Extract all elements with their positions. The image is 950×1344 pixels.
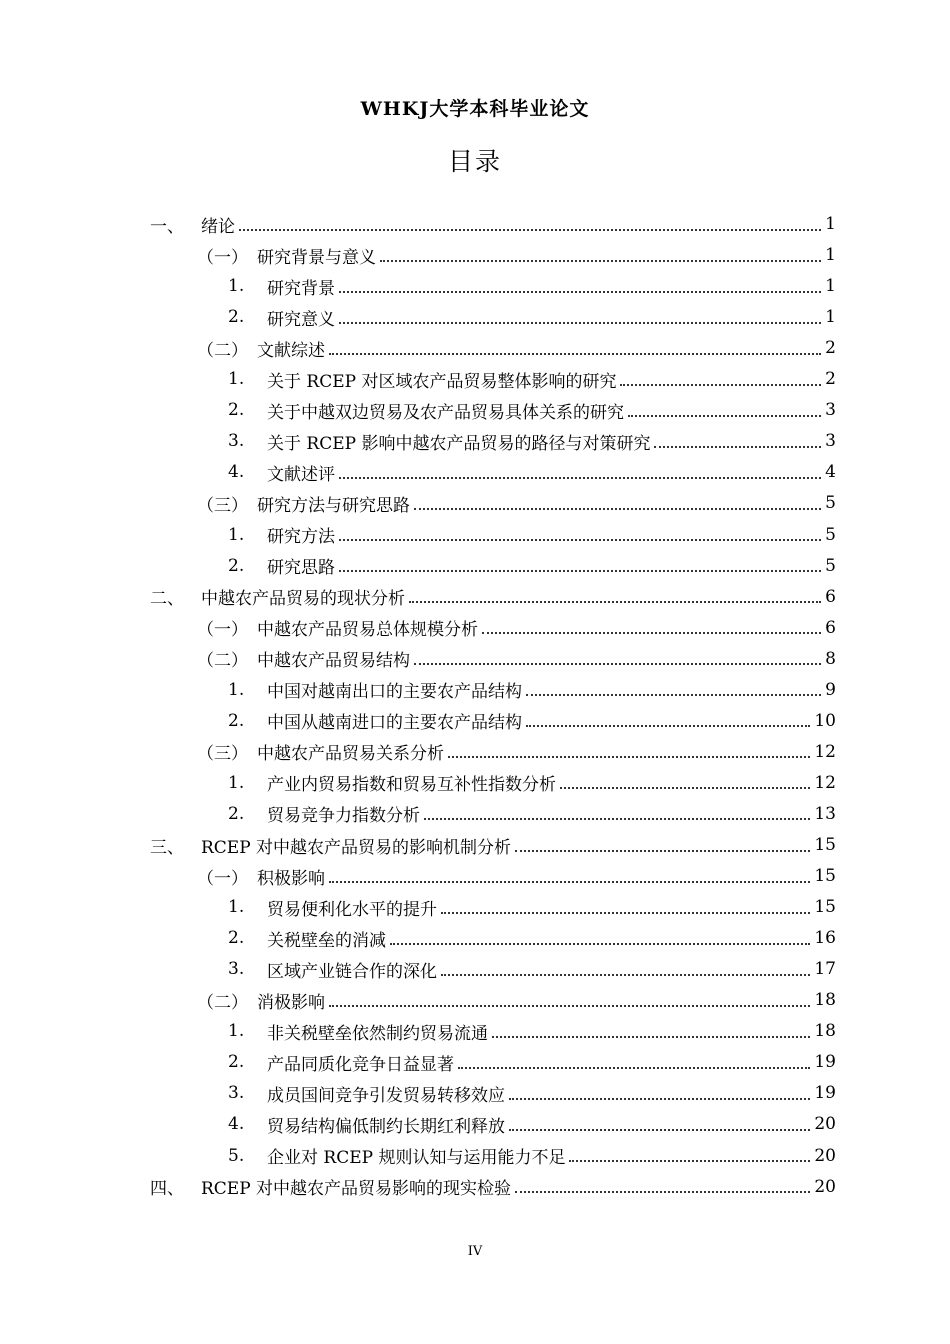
toc-entry-number: 2. xyxy=(228,803,245,824)
dot-leader xyxy=(339,538,821,541)
toc-entry-body xyxy=(257,739,836,764)
toc-entry[interactable] xyxy=(0,1172,950,1202)
toc-entry-body xyxy=(257,615,836,640)
toc-entry-title: 文献述评 xyxy=(267,464,335,485)
toc-entry-number: 3. xyxy=(228,959,245,980)
toc-entry-title: 非关税壁垒依然制约贸易流通 xyxy=(267,1023,488,1044)
toc-entry[interactable] xyxy=(0,333,950,363)
toc-entry[interactable] xyxy=(0,675,950,705)
toc-entry[interactable] xyxy=(0,457,950,487)
toc-entry-page: 6 xyxy=(825,586,836,607)
toc-entry-title: 研究方法 xyxy=(267,527,335,547)
toc-entry-body xyxy=(267,708,836,733)
toc-entry-page: 5 xyxy=(825,524,836,545)
toc-entry[interactable] xyxy=(0,613,950,643)
toc-entry-page: 1 xyxy=(825,307,836,328)
toc-entry-body xyxy=(257,243,836,268)
toc-entry[interactable] xyxy=(0,1016,950,1046)
dot-leader xyxy=(339,321,821,324)
toc-entry-page: 4 xyxy=(825,462,836,483)
toc-entry[interactable] xyxy=(0,582,950,612)
toc-entry-title: 中国从越南进口的主要农产品结构 xyxy=(267,713,522,734)
toc-entry-title: 关于 RCEP 对区域农产品贸易整体影响的研究 xyxy=(267,371,617,392)
toc-entry-page: 5 xyxy=(825,493,836,514)
toc-entry-page: 2 xyxy=(825,369,836,390)
toc-entry-page: 9 xyxy=(825,679,836,700)
toc-entry-number: 1. xyxy=(228,276,245,297)
toc-entry-page: 20 xyxy=(814,1145,836,1166)
toc-entry-body xyxy=(267,895,836,920)
toc-entry-title: RCEP 对中越农产品贸易的影响机制分析 xyxy=(201,837,512,858)
toc-entry-body xyxy=(267,1019,836,1044)
dot-leader xyxy=(482,631,821,634)
toc-entry-number: （一） xyxy=(197,620,248,641)
toc-entry[interactable] xyxy=(0,985,950,1015)
dot-leader xyxy=(458,1066,810,1069)
toc-entry[interactable] xyxy=(0,302,950,332)
toc-entry[interactable] xyxy=(0,706,950,736)
toc-entry-number: 5. xyxy=(228,1145,245,1166)
dot-leader xyxy=(441,911,810,914)
toc-entry[interactable] xyxy=(0,1078,950,1108)
dot-leader xyxy=(329,352,821,355)
toc-entry-number: 2. xyxy=(228,400,245,421)
toc-entry[interactable] xyxy=(0,799,950,829)
toc-entry-number: 2. xyxy=(228,555,245,576)
toc-entry-page: 13 xyxy=(814,803,836,824)
dot-leader xyxy=(414,507,821,510)
dot-leader xyxy=(414,662,821,665)
dot-leader xyxy=(239,228,821,231)
toc-entry-page: 12 xyxy=(814,772,836,793)
dot-leader xyxy=(654,445,821,448)
dot-leader xyxy=(509,1128,810,1131)
toc-entry-title: 贸易结构偏低制约长期红利释放 xyxy=(267,1116,505,1137)
toc-entry[interactable] xyxy=(0,861,950,891)
toc-entry-number: 1. xyxy=(228,369,245,390)
toc-entry-body xyxy=(257,646,836,671)
toc-entry-title: 中越农产品贸易结构 xyxy=(257,651,410,672)
toc-entry[interactable] xyxy=(0,240,950,270)
toc-entry[interactable] xyxy=(0,209,950,239)
toc-entry-body xyxy=(257,988,836,1013)
toc-entry-number: 3. xyxy=(228,1083,245,1104)
toc-entry-number: 2. xyxy=(228,710,245,731)
toc-entry-title: 贸易竞争力指数分析 xyxy=(267,806,420,827)
dot-leader xyxy=(448,755,810,758)
toc-entry-number: 2. xyxy=(228,307,245,328)
toc-entry-number: （二） xyxy=(197,651,248,672)
toc-entry-title: 关税壁垒的消减 xyxy=(267,930,386,951)
dot-leader xyxy=(390,942,810,945)
toc-entry-number: 1. xyxy=(228,1021,245,1042)
toc-entry-title: 积极影响 xyxy=(257,868,325,889)
toc-entry-page: 1 xyxy=(825,245,836,266)
dot-leader xyxy=(515,1190,810,1193)
toc-entry-title: 产品同质化竞争日益显著 xyxy=(267,1054,454,1075)
toc-entry-title: 绪论 xyxy=(201,216,235,237)
toc-entry[interactable] xyxy=(0,1141,950,1171)
toc-entry-body xyxy=(267,677,836,702)
toc-entry-number: 1. xyxy=(228,524,245,545)
toc-entry[interactable] xyxy=(0,923,950,953)
toc-entry-body xyxy=(257,336,836,361)
toc-entry-page: 18 xyxy=(814,1021,836,1042)
toc-entry[interactable] xyxy=(0,271,950,301)
dot-leader xyxy=(441,973,810,976)
dot-leader xyxy=(339,290,821,293)
toc-entry[interactable] xyxy=(0,364,950,394)
toc-entry-page: 8 xyxy=(825,648,836,669)
toc-entry[interactable] xyxy=(0,395,950,425)
toc-entry-title: 产业内贸易指数和贸易互补性指数分析 xyxy=(267,775,556,796)
toc-entry-body xyxy=(267,926,836,951)
dot-leader xyxy=(492,1035,810,1038)
dot-leader xyxy=(526,724,810,727)
toc-entry-title: 成员国间竞争引发贸易转移效应 xyxy=(267,1085,505,1106)
toc-entry-body xyxy=(267,1050,836,1075)
toc-entry[interactable] xyxy=(0,954,950,984)
toc-entry-number: （二） xyxy=(197,992,248,1013)
dot-leader xyxy=(329,1004,810,1007)
dot-leader xyxy=(329,880,810,883)
toc-entry-title: 研究思路 xyxy=(267,558,335,579)
toc-entry-number: （二） xyxy=(197,340,248,361)
toc-entry-title: 中越农产品贸易的现状分析 xyxy=(201,589,405,610)
toc-entry-page: 15 xyxy=(814,866,836,887)
toc-entry-number: （三） xyxy=(197,495,248,516)
toc-entry-page: 20 xyxy=(814,1114,836,1135)
toc-entry[interactable] xyxy=(0,520,950,550)
toc-entry-body xyxy=(267,274,836,299)
toc-entry-body xyxy=(267,305,836,330)
toc-entry-page: 20 xyxy=(814,1176,836,1197)
toc-entry-body xyxy=(267,460,836,485)
toc-entry-body xyxy=(267,1081,836,1106)
toc-entry-title: 企业对 RCEP 规则认知与运用能力不足 xyxy=(267,1148,566,1168)
toc-entry-page: 6 xyxy=(825,617,836,638)
toc-entry-title: 消极影响 xyxy=(257,992,325,1013)
toc-entry-number: （三） xyxy=(197,744,248,765)
toc-entry[interactable] xyxy=(0,892,950,922)
toc-entry-body xyxy=(267,398,836,423)
toc-entry-page: 19 xyxy=(814,1083,836,1104)
page-number-footer: IV xyxy=(467,1244,483,1259)
toc-entry-number: 四、 xyxy=(150,1179,184,1200)
toc-entry-page: 15 xyxy=(814,835,836,855)
toc-entry-body xyxy=(267,801,836,826)
toc-entry-page: 12 xyxy=(814,741,836,762)
toc-entry[interactable] xyxy=(0,1109,950,1139)
toc-entry-page: 1 xyxy=(825,214,836,234)
toc-entry-page: 19 xyxy=(814,1052,836,1073)
toc-entry-page: 2 xyxy=(825,338,836,359)
toc-entry[interactable] xyxy=(0,830,950,860)
toc-entry-body xyxy=(267,429,836,454)
toc-entry-body xyxy=(257,491,836,516)
toc-entry-title: 研究意义 xyxy=(267,309,335,330)
dot-leader xyxy=(560,786,810,789)
toc-entry-number: 4. xyxy=(228,462,245,483)
toc-entry-page: 10 xyxy=(814,710,836,731)
toc-entry-title: 研究背景与意义 xyxy=(257,247,376,268)
dot-leader xyxy=(620,383,821,386)
toc-entry-page: 5 xyxy=(825,555,836,576)
toc-entry-number: 三、 xyxy=(150,837,184,858)
dot-leader xyxy=(515,849,810,852)
toc-entry-number: （一） xyxy=(197,868,248,889)
toc-entry-page: 16 xyxy=(814,928,836,949)
dot-leader xyxy=(509,1097,810,1100)
toc-entry-body xyxy=(267,367,836,392)
dot-leader xyxy=(380,259,821,262)
toc-entry-title: 贸易便利化水平的提升 xyxy=(267,899,437,920)
toc-entry[interactable] xyxy=(0,644,950,674)
toc-entry-page: 17 xyxy=(814,959,836,980)
toc-entry-body xyxy=(267,1112,836,1137)
toc-entry-number: 1. xyxy=(228,772,245,793)
toc-entry-number: （一） xyxy=(197,247,248,268)
toc-entry-body xyxy=(267,957,836,982)
toc-entry-title: 研究方法与研究思路 xyxy=(257,495,410,516)
toc-entry-page: 3 xyxy=(825,431,836,452)
toc-entry-number: 4. xyxy=(228,1114,245,1135)
toc-entry[interactable] xyxy=(0,737,950,767)
toc-entry[interactable] xyxy=(0,488,950,518)
dot-leader xyxy=(339,569,821,572)
toc-entry-title: 文献综述 xyxy=(257,340,325,361)
toc-entry-number: 1. xyxy=(228,679,245,700)
dot-leader xyxy=(339,476,821,479)
toc-entry-page: 1 xyxy=(825,276,836,297)
toc-entry-title: 中越农产品贸易总体规模分析 xyxy=(257,620,478,641)
toc-entry-title: 研究背景 xyxy=(267,278,335,299)
dot-leader xyxy=(569,1159,810,1162)
toc-entry-body xyxy=(267,522,836,547)
toc-entry-title: 关于中越双边贸易及农产品贸易具体关系的研究 xyxy=(267,402,624,423)
toc-entry-title: 中国对越南出口的主要农产品结构 xyxy=(267,682,522,703)
toc-entry-body xyxy=(267,553,836,578)
toc-entry-body xyxy=(201,833,836,858)
toc-entry-title: 中越农产品贸易关系分析 xyxy=(257,744,444,765)
toc-entry-number: 二、 xyxy=(150,589,184,610)
toc-entry-body xyxy=(257,864,836,889)
toc-entry-number: 一、 xyxy=(150,216,184,237)
toc-entry-number: 2. xyxy=(228,928,245,949)
document-header: WHKJ大学本科毕业论文 xyxy=(360,98,590,120)
toc-entry[interactable] xyxy=(0,1047,950,1077)
toc-entry-number: 1. xyxy=(228,897,245,918)
toc-entry-body xyxy=(201,212,836,237)
toc-entry-number: 3. xyxy=(228,431,245,452)
toc-entry[interactable] xyxy=(0,768,950,798)
toc-entry-body xyxy=(267,1143,836,1168)
toc-entry-page: 18 xyxy=(814,990,836,1011)
toc-entry-number: 2. xyxy=(228,1052,245,1073)
toc-title: 目录 xyxy=(447,147,502,176)
toc-entry[interactable] xyxy=(0,426,950,456)
toc-entry[interactable] xyxy=(0,551,950,581)
toc-entry-body xyxy=(267,770,836,795)
toc-entry-title: RCEP 对中越农产品贸易影响的现实检验 xyxy=(201,1179,512,1200)
toc-entry-body xyxy=(201,1174,836,1199)
dot-leader xyxy=(628,414,821,417)
dot-leader xyxy=(424,817,810,820)
toc-entry-page: 15 xyxy=(814,897,836,918)
dot-leader xyxy=(526,693,821,696)
toc-entry-page: 3 xyxy=(825,400,836,421)
dot-leader xyxy=(409,600,821,603)
toc-entry-title: 关于 RCEP 影响中越农产品贸易的路径与对策研究 xyxy=(267,433,651,454)
toc-entry-body xyxy=(201,584,836,609)
toc-entry-title: 区域产业链合作的深化 xyxy=(267,961,437,982)
